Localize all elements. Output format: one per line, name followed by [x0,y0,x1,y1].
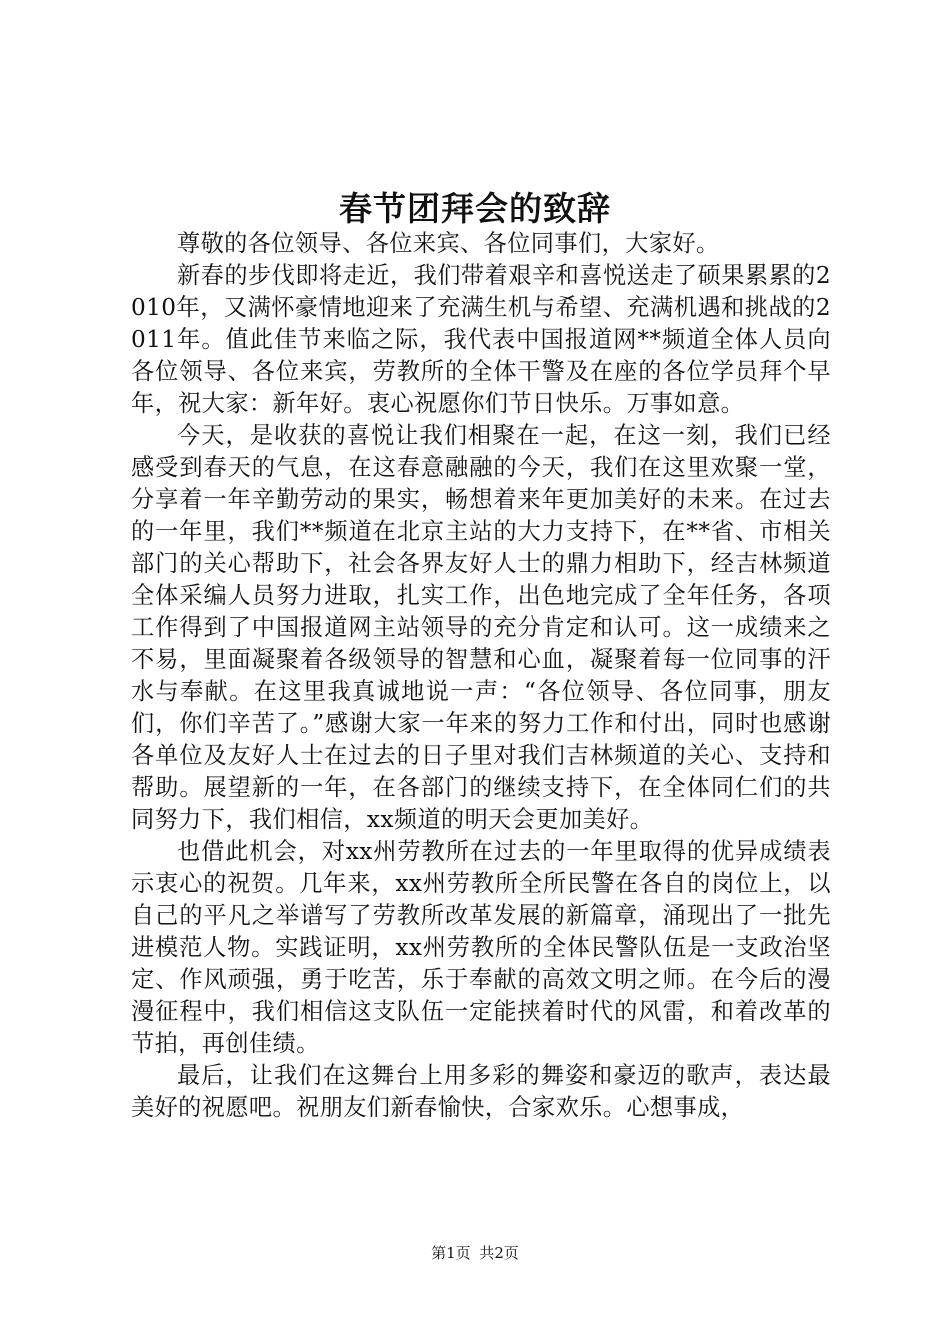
page-total: 共2页 [479,1244,519,1262]
page-footer [0,1242,950,1264]
page-number: 第1页 [431,1244,471,1262]
paragraph-achievements: 今天，是收获的喜悦让我们相聚在一起，在这一刻，我们已经感受到春天的气息，在这春意融融的今天，我们在这里欢聚一堂，分享着一年辛勤劳动的果实，畅想着来年更加美好的未来。在过去的一年里，我们**频道在北京主站的大力支持下，在**省、市相关部门的关心帮助下，社会各界友好人士的鼎力相助下，经吉林频道全体采编人员努力进取，扎实工作，出色地完成了全年任务，各项工作得到了中国报道网主站领导的充分肯定和认可。这一成绩来之不易，里面凝聚着各级领导的智慧和心血，凝聚着每一位同事的汗水与奉献。在这里我真诚地说一声：“各位领导、各位同事，朋友们，你们辛苦了。”感谢大家一年来的努力工作和付出，同时也感谢各单位及友好人士在过去的日子里对我们吉林频道的关心、支持和帮助。展望新的一年，在各部门的继续支持下，在全体同仁们的共同努力下，我们相信，xx频道的明天会更加美好。 [131,422,831,833]
paragraph-new-year-wishes: 新春的步伐即将走近，我们带着艰辛和喜悦送走了硕果累累的2010年，又满怀豪情地迎来了充满生机与希望、充满机遇和挑战的2011年。值此佳节来临之际，我代表中国报道网**频道全体人员向各位领导、各位来宾，劳教所的全体干警及在座的各位学员拜个早年，祝大家：新年好。衷心祝愿你们节日快乐。万事如意。 [131,262,831,417]
paragraph-greeting: 尊敬的各位领导、各位来宾、各位同事们，大家好。 [177,230,720,257]
document-body [131,228,831,1124]
paragraph-congratulations: 也借此机会，对xx州劳教所在过去的一年里取得的优异成绩表示衷心的祝贺。几年来，xx州劳教所全所民警在各自的岗位上，以自己的平凡之举谱写了劳教所改革发展的新篇章，涌现出了一批先进模范人物。实践证明，xx州劳教所的全体民警队伍是一支政治坚定、作风顽强，勇于吃苦，乐于奉献的高效文明之师。在今后的漫漫征程中，我们相信这支队伍一定能挟着时代的风雷，和着改革的节拍，再创佳绩。 [131,838,831,1057]
paragraph-closing: 最后，让我们在这舞台上用多彩的舞姿和豪迈的歌声，表达最美好的祝愿吧。祝朋友们新春愉快，合家欢乐。心想事成， [131,1062,831,1121]
document-title: 春节团拜会的致辞 [339,189,611,228]
